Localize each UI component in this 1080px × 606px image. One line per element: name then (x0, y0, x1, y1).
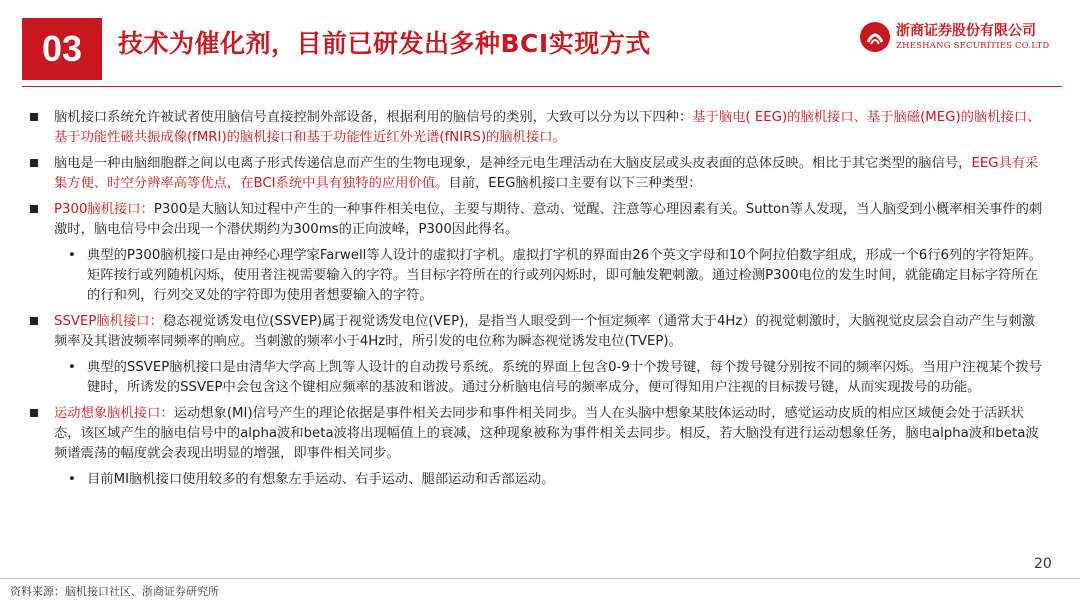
company-logo (860, 20, 1060, 60)
paragraph-text: 目前MI脑机接口使用较多的有想象左手运动、右手运动、腿部运动和舌部运动。 (87, 472, 555, 487)
section-number-badge (22, 18, 102, 80)
paragraph-motor-imagery (30, 404, 1045, 464)
highlight-text: 基于功能性近红外光谱(fNIRS)的脑机接口。 (306, 130, 566, 145)
paragraph-eeg-intro (30, 154, 1045, 194)
page-number: 20 (1034, 556, 1052, 572)
highlight-text: 和 (293, 130, 307, 145)
dot-bullet-icon: • (68, 472, 76, 487)
sub-paragraph-mi-example (30, 470, 1045, 490)
highlight-text: 基于脑电( EEG)的脑机接口、基于脑磁(MEG)的脑机接口、基于功能性磁共振成像(fMRI)的脑机接口 (54, 110, 1041, 145)
paragraph-p300 (30, 200, 1045, 240)
dot-bullet-icon: • (68, 360, 76, 375)
section-label: 运动想象脑机接口： (54, 406, 174, 421)
square-bullet-icon (30, 317, 38, 325)
paragraph-text: 典型的P300脑机接口是由神经心理学家Farwell等人设计的虚拟打字机。虚拟打字机的界面由26个英文字母和10个阿拉伯数字组成，形成一个6行6列的字符矩阵。矩阵按行或列随机闪烁，使用者注视需要输入的字符。当目标字符所在的行或列闪烁时，即可触发靶刺激。通过检测P300电位的发生时间，就能确定目标字符所在的行和列，行列交叉处的字符即为使用者想要输入的字符。 (87, 248, 1043, 303)
square-bullet-icon (30, 409, 38, 417)
logo-chinese-name: 浙商证券股份有限公司 (896, 23, 1036, 39)
main-content (30, 108, 1045, 496)
paragraph-text: 目前，EEG脑机接口主要有以下三种类型： (448, 176, 702, 191)
square-bullet-icon (30, 159, 38, 167)
section-label: P300脑机接口： (54, 202, 154, 217)
paragraph-text: 典型的SSVEP脑机接口是由清华大学高上凯等人设计的自动拨号系统。系统的界面上包含0-9十个拨号键，每个拨号键分别按不同的频率闪烁。当用户注视某个拨号键时，所诱发的SSVEP中会包含这个键相应频率的基波和谐波。通过分析脑电信号的频率成分，便可得知用户注视的目标拨号键，从而实现拨号的功能。 (87, 360, 1043, 395)
header-divider (22, 86, 1062, 87)
paragraph-text: 脑机接口系统允许被试者使用脑信号直接控制外部设备，根据利用的脑信号的类别，大致可以分为以下四种： (54, 110, 693, 125)
dot-bullet-icon: • (68, 248, 76, 263)
logo-english-name: ZHESHANG SECURITIES CO.LTD (896, 41, 1050, 51)
paragraph-ssvep (30, 312, 1045, 352)
sub-paragraph-ssvep-example (30, 358, 1045, 398)
square-bullet-icon (30, 113, 38, 121)
paragraph-text: 稳态视觉诱发电位(SSVEP)属于视觉诱发电位(VEP)，是指当人眼受到一个恒定频率（通常大于4Hz）的视觉刺激时，大脑视觉皮层会自动产生与刺激频率及其谐波频率同频率的响应。当刺激的频率小于4Hz时，所引发的电位称为瞬态视觉诱发电位(TVEP)。 (54, 314, 1035, 349)
footer-divider (0, 578, 1080, 579)
sub-paragraph-p300-example (30, 246, 1045, 306)
section-label: SSVEP脑机接口： (54, 314, 163, 329)
logo-mark-icon (860, 22, 890, 52)
page-title: 技术为催化剂，目前已研发出多种BCI实现方式 (118, 29, 651, 58)
source-note: 资料来源：脑机接口社区、浙商证券研究所 (10, 585, 219, 598)
paragraph-text: P300是大脑认知过程中产生的一种事件相关电位，主要与期待、意动、觉醒、注意等心理因素有关。Sutton等人发现，当人脑受到小概率相关事件的刺激时，脑电信号中会出现一个潜伏期约为300ms的正向波峰，P300因此得名。 (54, 202, 1043, 237)
paragraph-text: 脑电是一种由脑细胞群之间以电离子形式传递信息而产生的生物电现象，是神经元电生理活动在大脑皮层或头皮表面的总体反映。相比于其它类型的脑信号， (54, 156, 972, 171)
paragraph-bci-overview (30, 108, 1045, 148)
square-bullet-icon (30, 205, 38, 213)
section-number: 03 (41, 28, 83, 69)
highlight-text: EEG具有采集方便、时空分辨率高等优点，在BCI系统中具有独特的应用价值。 (54, 156, 1039, 191)
paragraph-text: 运动想象(MI)信号产生的理论依据是事件相关去同步和事件相关同步。当人在头脑中想象某肢体运动时，感觉运动皮质的相应区域便会处于活跃状态，该区域产生的脑电信号中的alpha波和beta波将出现幅值上的衰减，这种现象被称为事件相关去同步。相反，若大脑没有进行运动想象任务，脑电alpha波和beta波频谱震荡的幅度就会表现出明显的增强，即事件相关同步。 (54, 406, 1039, 461)
